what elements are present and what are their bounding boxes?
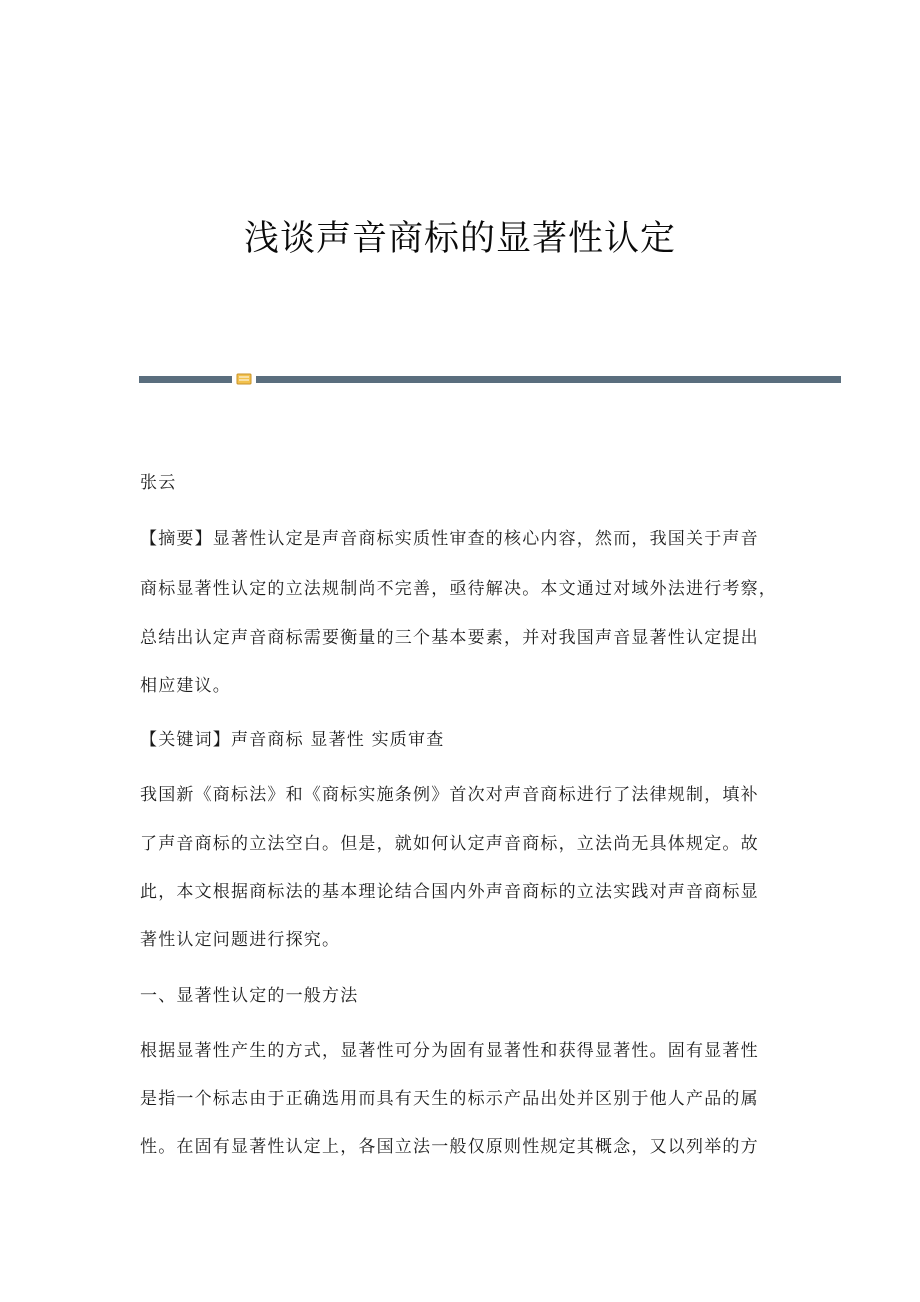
- abstract-line: 总结出认定声音商标需要衡量的三个基本要素，并对我国声音显著性认定提出: [140, 628, 759, 648]
- keywords-line: 【关键词】声音商标 显著性 实质审查: [140, 730, 445, 750]
- intro-line: 著性认定问题进行探究。: [140, 930, 341, 950]
- intro-line: 我国新《商标法》和《商标实施条例》首次对声音商标进行了法律规制，填补: [140, 785, 759, 805]
- abstract-line: 【摘要】显著性认定是声音商标实质性审查的核心内容，然而，我国关于声音: [140, 529, 759, 549]
- section-line: 根据显著性产生的方式，显著性可分为固有显著性和获得显著性。固有显著性: [140, 1041, 759, 1061]
- section-line: 是指一个标志由于正确选用而具有天生的标示产品出处并区别于他人产品的属: [140, 1089, 759, 1109]
- title-divider-right: [256, 376, 841, 383]
- page-title: 浅谈声音商标的显著性认定: [243, 219, 676, 259]
- intro-line: 了声音商标的立法空白。但是，就如何认定声音商标，立法尚无具体规定。故: [140, 834, 759, 854]
- abstract-line: 商标显著性认定的立法规制尚不完善，亟待解决。本文通过对域外法进行考察，: [140, 579, 777, 599]
- abstract-line: 相应建议。: [140, 676, 231, 696]
- intro-line: 此，本文根据商标法的基本理论结合国内外声音商标的立法实践对声音商标显: [140, 882, 759, 902]
- author-name: 张云: [140, 473, 177, 493]
- section-line: 性。在固有显著性认定上，各国立法一般仅原则性规定其概念，又以列举的方: [140, 1137, 759, 1157]
- section-heading: 一、显著性认定的一般方法: [140, 986, 359, 1006]
- document-mark-icon: [236, 373, 252, 385]
- title-divider-left: [139, 376, 232, 383]
